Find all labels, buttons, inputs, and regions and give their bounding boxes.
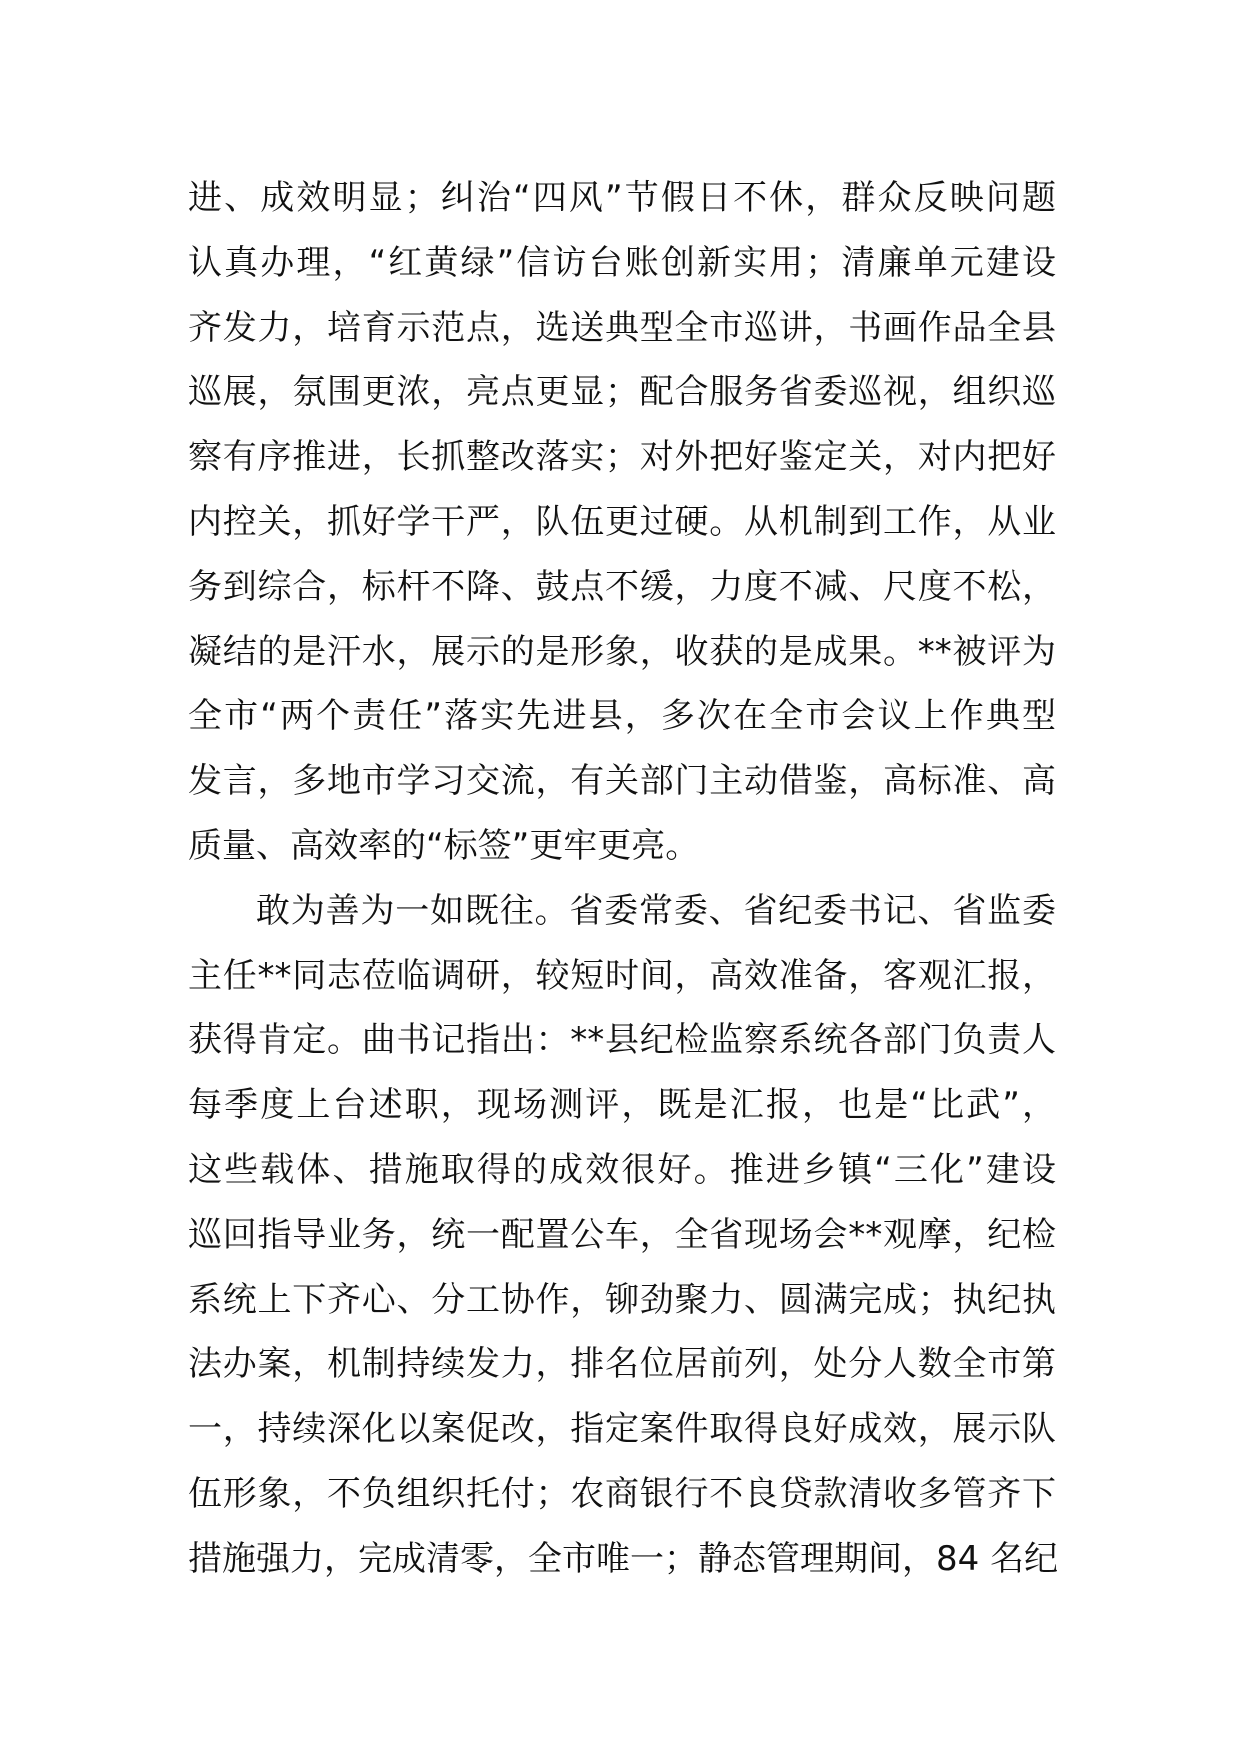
text-line: 全市“两个责任”落实先进县，多次在全市会议上作典型 [188,696,1056,737]
text-line: 巡回指导业务，统一配置公车，全省现场会**观摩，纪检 [188,1214,1056,1255]
text-line: 发言，多地市学习交流，有关部门主动借鉴，高标准、高 [188,761,1056,802]
text-line: 巡展，氛围更浓，亮点更显；配合服务省委巡视，组织巡 [188,372,1056,413]
text-line: 主任**同志莅临调研，较短时间，高效准备，客观汇报， [188,955,1056,996]
paragraph-start-line: 敢为善为一如既往。省委常委、省纪委书记、省监委 [256,890,1056,931]
text-line: 齐发力，培育示范点，选送典型全市巡讲，书画作品全县 [188,307,1056,348]
text-line: 法办案，机制持续发力，排名位居前列，处分人数全市第 [188,1344,1056,1385]
text-line: 系统上下齐心、分工协作，铆劲聚力、圆满完成；执纪执 [188,1279,1056,1320]
document-body [188,166,1059,1592]
text-line: 措施强力，完成清零，全市唯一；静态管理期间，84 名纪 [188,1538,1059,1579]
text-line: 认真办理，“红黄绿”信访台账创新实用；清廉单元建设 [188,242,1056,283]
text-line: 内控关，抓好学干严，队伍更过硬。从机制到工作，从业 [188,501,1056,542]
text-line: 一，持续深化以案促改，指定案件取得良好成效，展示队 [188,1409,1056,1450]
text-line: 凝结的是汗水，展示的是形象，收获的是成果。**被评为 [188,631,1056,672]
paragraph-end-line: 质量、高效率的“标签”更牢更亮。 [188,825,700,866]
text-line: 伍形象，不负组织托付；农商银行不良贷款清收多管齐下 [188,1473,1056,1514]
text-line: 这些载体、措施取得的成效很好。推进乡镇“三化”建设 [188,1149,1056,1190]
text-line: 察有序推进，长抓整改落实；对外把好鉴定关，对内把好 [188,437,1056,478]
text-line: 进、成效明显；纠治“四风”节假日不休，群众反映问题 [188,178,1056,218]
text-line: 务到综合，标杆不降、鼓点不缓，力度不减、尺度不松， [188,566,1056,607]
text-line: 获得肯定。曲书记指出：**县纪检监察系统各部门负责人 [188,1020,1056,1061]
text-line: 每季度上台述职，现场测评，既是汇报，也是“比武”， [188,1085,1056,1126]
